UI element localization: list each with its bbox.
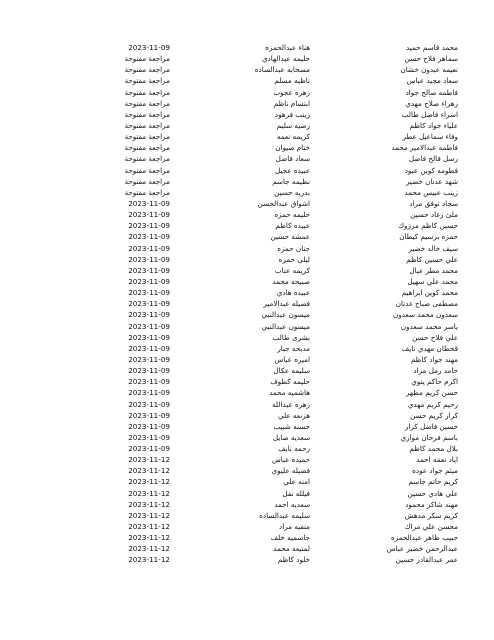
record-row <box>0 410 494 421</box>
status-or-date: 2023-11-12 <box>128 499 170 509</box>
record-row <box>0 109 494 120</box>
person-name: وفاء سماعيل عطر <box>402 132 458 142</box>
person-name: حامد رمل مراد <box>413 366 458 376</box>
mother-name: زهره عبدالله <box>272 399 310 409</box>
mother-name: ابتسام ناظم <box>273 98 310 108</box>
record-row <box>0 153 494 164</box>
person-name: فاطمه عبدالامير محمد <box>391 143 458 153</box>
person-name: حمزه برسيم كيطان <box>399 232 458 242</box>
record-row <box>0 321 494 332</box>
record-row <box>0 399 494 410</box>
mother-name: اشواق عبدالحسن <box>257 198 310 208</box>
mother-name: جنان حمزه <box>277 243 310 253</box>
status-or-date: مراجعة مفتوحة <box>124 176 170 186</box>
record-row <box>0 131 494 142</box>
status-or-date: 2023-11-09 <box>128 444 170 454</box>
mother-name: ناظيه مسلم <box>274 76 310 86</box>
mother-name: عبيده هادي <box>276 288 310 298</box>
status-or-date: 2023-11-09 <box>128 299 170 309</box>
mother-name: خلود كاظم <box>277 555 310 565</box>
mother-name: نظيمه جاسم <box>272 176 310 186</box>
record-row <box>0 499 494 510</box>
person-name: سيف خالد خضير <box>408 243 458 253</box>
mother-name: اميره عباس <box>274 354 310 364</box>
status-or-date: 2023-11-09 <box>128 410 170 420</box>
record-row <box>0 176 494 187</box>
status-or-date: مراجعة مفتوحة <box>124 187 170 197</box>
record-row <box>0 142 494 153</box>
person-name: ياسر محمد سعدون <box>400 321 458 331</box>
record-row <box>0 543 494 554</box>
record-row <box>0 510 494 521</box>
person-name: ميثم جواد عوده <box>412 466 458 476</box>
mother-name: هاشميه محمد <box>269 388 310 398</box>
mother-name: فضيله عبدالامير <box>263 299 310 309</box>
status-or-date: 2023-11-12 <box>128 544 170 554</box>
mother-name: ميسون عبدالنبي <box>261 310 310 320</box>
mother-name: سليمه عكال <box>273 366 310 376</box>
record-row <box>0 220 494 231</box>
record-row <box>0 287 494 298</box>
status-or-date: مراجعة مفتوحة <box>124 143 170 153</box>
record-row <box>0 231 494 242</box>
record-row <box>0 98 494 109</box>
mother-name: فيلله نفل <box>282 488 310 498</box>
record-row <box>0 265 494 276</box>
record-row <box>0 198 494 209</box>
status-or-date: 2023-11-09 <box>128 321 170 331</box>
mother-name: امنه علي <box>283 477 310 487</box>
status-or-date: 2023-11-09 <box>128 210 170 220</box>
mother-name: حميده عباس <box>271 455 310 465</box>
person-name: سعدون محمد سعدون <box>392 310 458 320</box>
mother-name: عمشه حسين <box>270 232 310 242</box>
mother-name: جاسميه خلف <box>270 533 310 543</box>
status-or-date: 2023-11-12 <box>128 522 170 532</box>
record-row <box>0 332 494 343</box>
record-row <box>0 53 494 64</box>
record-row <box>0 309 494 320</box>
person-name: اياد نعمه احمد <box>416 455 458 465</box>
person-name: فاطمه صالح جواد <box>405 87 458 97</box>
person-name: مهند جواد كاظم <box>410 354 458 364</box>
person-name: عبدالرحمن خضير عباس <box>386 544 458 554</box>
person-name: ملئ زغاد حسين <box>410 210 458 220</box>
record-row <box>0 476 494 487</box>
status-or-date: 2023-11-09 <box>128 388 170 398</box>
person-name: محمد مطر عيال <box>409 265 458 275</box>
mother-name: بشرى طالب <box>272 332 310 342</box>
person-name: بلال محمد كاظم <box>409 444 458 454</box>
status-or-date: 2023-11-09 <box>128 198 170 208</box>
record-row <box>0 165 494 176</box>
mother-name: حليمه حمزه <box>274 210 310 220</box>
record-row <box>0 421 494 432</box>
record-row <box>0 376 494 387</box>
mother-name: سعديه احمد <box>274 499 310 509</box>
mother-name: بدريه حسين <box>274 187 310 197</box>
mother-name: هزنعه علي <box>277 410 310 420</box>
status-or-date: 2023-11-09 <box>128 332 170 342</box>
person-name: محمد كوين ابراهيم <box>401 288 458 298</box>
status-or-date: 2023-11-09 <box>128 366 170 376</box>
mother-name: كريمه نعمه <box>276 132 310 142</box>
status-or-date: 2023-11-09 <box>128 288 170 298</box>
records-list <box>0 42 494 566</box>
status-or-date: مراجعة مفتوحة <box>124 54 170 64</box>
record-row <box>0 87 494 98</box>
status-or-date: مراجعة مفتوحة <box>124 165 170 175</box>
status-or-date: 2023-11-09 <box>128 343 170 353</box>
record-row <box>0 343 494 354</box>
person-name: مهند شاكر محمود <box>405 499 458 509</box>
status-or-date: 2023-11-09 <box>128 310 170 320</box>
person-name: محمد علي سهيل <box>407 276 458 286</box>
person-name: حسين فاضل كرار <box>404 421 458 431</box>
person-name: زهراء صلاح مهدي <box>405 98 458 108</box>
status-or-date: 2023-11-12 <box>128 555 170 565</box>
record-row <box>0 254 494 265</box>
status-or-date: 2023-11-09 <box>128 432 170 442</box>
person-name: كريم سكر مدهش <box>404 510 458 520</box>
person-name: محسن علي مراك <box>404 522 458 532</box>
person-name: فطومه كوين عبود <box>404 165 458 175</box>
person-name: اكرم حاكم يتوي <box>411 377 458 387</box>
record-row <box>0 75 494 86</box>
record-row <box>0 554 494 565</box>
mother-name: رضيه سليم <box>276 120 310 130</box>
person-name: رسل فالح فاضل <box>408 154 458 164</box>
mother-name: ميسون عبدالنبي <box>261 321 310 331</box>
status-or-date: 2023-11-12 <box>128 488 170 498</box>
person-name: قحطان مهدي نايف <box>401 343 458 353</box>
person-name: علي حسين كاظم <box>406 254 458 264</box>
record-row <box>0 432 494 443</box>
mother-name: سعديه صايل <box>272 432 310 442</box>
mother-name: لمنيعه محمد <box>273 544 310 554</box>
mother-name: فضيله عليوي <box>271 466 310 476</box>
record-row <box>0 209 494 220</box>
person-name: حسن كريم مظهر <box>405 388 458 398</box>
status-or-date: مراجعة مفتوحة <box>124 120 170 130</box>
record-row <box>0 454 494 465</box>
person-name: كرار كريم حسن <box>410 410 458 420</box>
status-or-date: مراجعة مفتوحة <box>124 109 170 119</box>
mother-name: كريمه عناب <box>274 265 310 275</box>
mother-name: ليلى حمزه <box>278 254 310 264</box>
record-row <box>0 298 494 309</box>
person-name: كريم حاتم جاسم <box>408 477 458 487</box>
status-or-date: مراجعة مفتوحة <box>124 154 170 164</box>
person-name: مصطفى صباح غدنان <box>395 299 458 309</box>
person-name: علي هادي حسين <box>407 488 458 498</box>
mother-name: هناء عبدالحمزه <box>265 43 310 52</box>
mother-name: زهره عجوب <box>273 87 310 97</box>
record-row <box>0 443 494 454</box>
status-or-date: مراجعة مفتوحة <box>124 65 170 75</box>
mother-name: ختام صيوان <box>275 143 310 153</box>
mother-name: صبيحه محمد <box>272 276 310 286</box>
mother-name: مسحابه عبدالساده <box>254 65 310 75</box>
mother-name: حليمه عبدالهادي <box>261 54 310 64</box>
person-name: حبيب ظاهر عبدالحمزه <box>390 533 458 543</box>
record-row <box>0 365 494 376</box>
mother-name: منفيه مراد <box>279 522 310 532</box>
person-name: عمر عبدالقادر حسين <box>395 555 458 565</box>
record-row <box>0 276 494 287</box>
person-name: اسراء فاضل طالب <box>401 109 458 119</box>
person-name: سجاد توفق مراد <box>409 198 458 208</box>
mother-name: رحمه نايف <box>278 444 310 454</box>
status-or-date: 2023-11-09 <box>128 254 170 264</box>
status-or-date: مراجعة مفتوحة <box>124 76 170 86</box>
person-name: سعاد مجيد عباس <box>406 76 458 86</box>
status-or-date: 2023-11-12 <box>128 533 170 543</box>
person-name: نعيمه عبدون خشان <box>400 65 458 75</box>
mother-name: سعاد فاضل <box>275 154 310 164</box>
status-or-date: 2023-11-09 <box>128 221 170 231</box>
status-or-date: 2023-11-09 <box>128 232 170 242</box>
person-name: حسين كاظم مرزوك <box>398 221 458 231</box>
person-name: باسم فرحان موازي <box>400 432 458 442</box>
person-name: سماهر فلاح حسن <box>404 54 458 64</box>
status-or-date: 2023-11-09 <box>128 421 170 431</box>
record-row <box>0 387 494 398</box>
record-row <box>0 120 494 131</box>
status-or-date: مراجعة مفتوحة <box>124 98 170 108</box>
record-row <box>0 521 494 532</box>
status-or-date: 2023-11-09 <box>128 377 170 387</box>
mother-name: زينب فرهود <box>274 109 310 119</box>
status-or-date: 2023-11-09 <box>128 243 170 253</box>
record-row <box>0 532 494 543</box>
record-row <box>0 488 494 499</box>
mother-name: مديحه جبار <box>277 343 310 353</box>
status-or-date: 2023-11-09 <box>128 354 170 364</box>
mother-name: حليمه كطوف <box>270 377 310 387</box>
person-name: محمد قاسم حميد <box>406 43 458 52</box>
record-row <box>0 64 494 75</box>
status-or-date: 2023-11-09 <box>128 399 170 409</box>
mother-name: سليمه عبدالساده <box>259 510 310 520</box>
status-or-date: 2023-11-09 <box>128 265 170 275</box>
person-name: علياء جواد كاظم <box>409 120 458 130</box>
status-or-date: مراجعة مفتوحة <box>124 87 170 97</box>
person-name: علي فلاح حسن <box>412 332 458 342</box>
record-row <box>0 354 494 365</box>
status-or-date: 2023-11-09 <box>128 43 170 52</box>
status-or-date: 2023-11-12 <box>128 466 170 476</box>
record-row <box>0 465 494 476</box>
status-or-date: 2023-11-12 <box>128 455 170 465</box>
record-row <box>0 187 494 198</box>
mother-name: حسنه شبيب <box>273 421 310 431</box>
person-name: رحيم كريم مهدي <box>407 399 458 409</box>
mother-name: عبيده عجيل <box>275 165 310 175</box>
person-name: شهد عدنان خضير <box>405 176 458 186</box>
record-row <box>0 243 494 254</box>
record-row <box>0 42 494 53</box>
status-or-date: 2023-11-12 <box>128 477 170 487</box>
mother-name: عبيده كاظم <box>275 221 310 231</box>
status-or-date: مراجعة مفتوحة <box>124 132 170 142</box>
status-or-date: 2023-11-09 <box>128 276 170 286</box>
person-name: زينب عبيس محمد <box>404 187 458 197</box>
status-or-date: 2023-11-12 <box>128 510 170 520</box>
